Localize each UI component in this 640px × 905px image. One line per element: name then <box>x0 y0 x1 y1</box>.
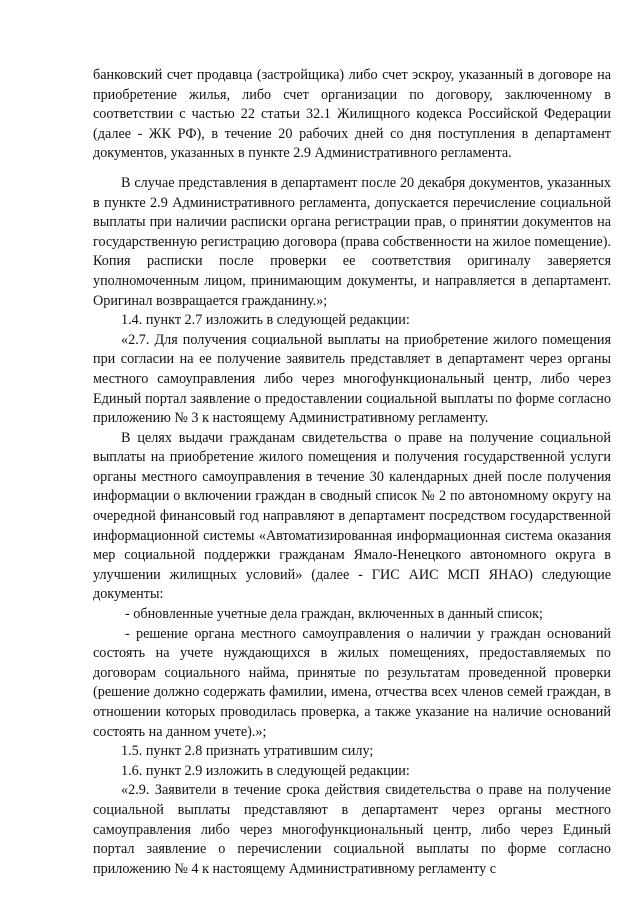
document-body <box>93 66 611 879</box>
list-item-updated-records: - обновленные учетные дела граждан, включенных в данный список; <box>125 606 543 623</box>
paragraph-account-transfer: банковский счет продавца (застройщика) либо счет эскроу, указанный в договоре на приобретение жилья, либо счет организации по договору, заключенному в соответствии с частью 22 статьи 32.1 Жилищного кодекса Российской Федерации (далее - ЖК РФ), в течение 20 рабочих дней со дня поступления в департамент документов, указанных в пункте 2.9 Административного регламента. <box>93 67 611 162</box>
paragraph-december-case: В случае представления в департамент после 20 декабря документов, указанных в пункте 2.9 Административного регламента, допускается перечисление социальной выплаты при наличии расписки органа регистрации прав, о принятии документов на государственную регистрацию договора (права собственности на жилое помещение). Копия расписки после проверки ее соответствия оригиналу заверяется уполномоченным лицом, принимающим документы, и направляется в департамент. Оригинал возвращается гражданину.»; <box>93 174 611 309</box>
paragraph-item-1-4: 1.4. пункт 2.7 изложить в следующей редакции: <box>121 312 410 329</box>
paragraph-clause-2-9: «2.9. Заявители в течение срока действия свидетельства о праве на получение социальной выплаты представляют в департамент через органы местного самоуправления либо через многофункциональный центр, либо через Единый портал заявление о перечислении социальной выплаты по форме согласно приложению № 4 к настоящему Административному регламенту с <box>93 782 611 877</box>
list-item-local-authority-decision: - решение органа местного самоуправления о наличии у граждан оснований состоять на учете нуждающихся в жилых помещениях, предоставляемых по договорам социального найма, принятые по результатам проведенной проверки (решение должно содержать фамилии, имена, отчества всех членов семей граждан, в отношении которых проводилась проверка, а также указание на наличие оснований состоять на данном учете).»; <box>93 625 611 740</box>
paragraph-clause-2-7: «2.7. Для получения социальной выплаты на приобретение жилого помещения при согласии на ее получение заявитель представляет в департамент через органы местного самоуправления либо через многофункциональный центр, либо через Единый портал заявление о предоставлении социальной выплаты по форме согласно приложению № 3 к настоящему Административному регламенту. <box>93 331 611 427</box>
paragraph-item-1-5: 1.5. пункт 2.8 признать утратившим силу; <box>121 743 374 760</box>
paragraph-certificate-issuance: В целях выдачи гражданам свидетельства о праве на получение социальной выплаты на приобретение жилого помещения и получения государственной услуги органы местного самоуправления в течение 30 календарных дней после получения информации о включении граждан в сводный список № 2 по автономному округу на очередной финансовый год направляют в департамент посредством государственной информационной системы «Автоматизированная информационная система оказания мер социальной поддержки гражданам Ямало-Ненецкого автономного округа в улучшении жилищных условий» (далее - ГИС АИС МСП ЯНАО) следующие документы: <box>93 429 611 603</box>
paragraph-item-1-6: 1.6. пункт 2.9 изложить в следующей редакции: <box>121 762 410 779</box>
